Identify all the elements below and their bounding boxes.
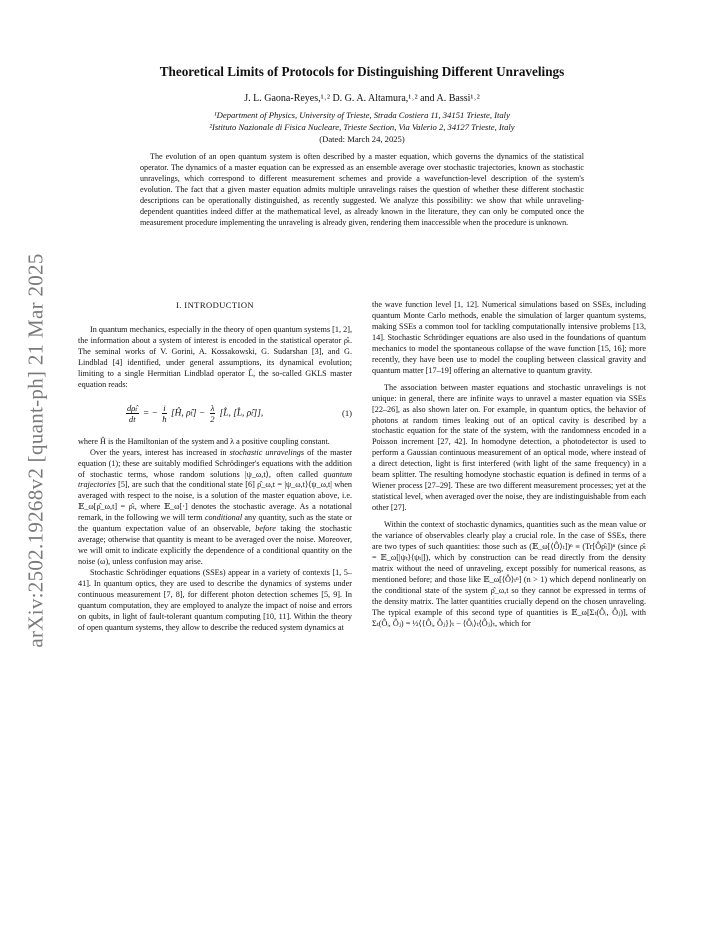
arxiv-identifier: arXiv:2502.19268v2 [quant-ph] 21 Mar 2025 (23, 252, 48, 648)
eq1-frac2-denominator: 2 (210, 414, 215, 425)
right-column (372, 300, 646, 630)
intro-paragraph-3 (78, 448, 352, 568)
eq1-frac1-denominator: ħ (162, 414, 167, 425)
eq1-lhs-denominator: dt (128, 414, 136, 425)
intro-paragraph-4: Stochastic Schrödinger equations (SSEs) appear in a variety of contexts [1, 5–41]. In quantum optics, they are used to describe the dynamics of systems under continuous measurement [7, 8], for different photon detection schemes [5, 9]. In quantum computation, they are employed to analyze the impact of noise and errors on qubits, in light of fault-tolerant quantum computing [10, 11]. Within the theory of open quantum systems, they allow to describe the reduced system dynamics at (78, 568, 352, 632)
intro-paragraph-1: In quantum mechanics, especially in the theory of open quantum systems [1, 2], the information about a system of interest is encoded in the statistical operator ρ̂ₜ. The seminal works of V. Gorini, A. Kossakowski, G. Sudarshan [3], and G. Lindblad [4] identified, under general assumptions, its dynamical evolution; limiting to a single Hermitian Lindblad operator L̂, the so-called GKLS master equation reads: (78, 324, 352, 389)
eq1-frac2-numerator: λ (210, 403, 215, 414)
right-paragraph-1: the wave function level [1, 12]. Numerical simulations based on SSEs, including quantum Monte Carlo methods, enable the simulation of larger quantum systems, making SSEs a common tool for tackling computationally intensive problems [13, 14]. Stochastic Schrödinger equations are also used in the foundations of quantum mechanics to model the spontaneous collapse of the wave function [15, 16]; more recently, they have been use to model the coupling between classical gravity and quantum matter [17–19] offering an alternative to quantum gravity. (372, 300, 646, 375)
eq1-lhs-numerator: dρ̂ₜ (127, 403, 138, 414)
p3-text-a: Over the years, interest has increased in (90, 447, 230, 457)
intro-paragraph-2: where Ĥ is the Hamiltonian of the system and λ a positive coupling constant. (78, 436, 330, 446)
affiliation-2: ²Istituto Nazionale di Fisica Nucleare, Trieste Section, Via Valerio 2, 34127 Trieste, Italy (209, 122, 515, 132)
abstract: The evolution of an open quantum system is often described by a master equation, which governs the dynamics of the statistical operator. The dynamics of a master equation can be expressed as an ensemble average over stochastic trajectories, known as stochastic unravelings, which correspond to different measurement schemes and provide a wavefunction-level description of the system's evolution. The fact that a given master equation admits multiple unravelings raises the question of whether these different stochastic descriptions can be operationally distinguished, as recently suggested. We analyze this possibility: we show that while unraveling-dependent quantities indeed differ at the mathematical level, as already known in the literature, they can only be computed once the measurement procedure implementing the unraveling is already given, rendering them inaccessible when the procedure is unknown. (140, 152, 584, 227)
p3-text-b: of the master equation (1); these are suitably modified Schrödinger's equations with the addition of stochastic terms, whose random solutions |ψ_ω,t⟩, often called (78, 447, 353, 479)
eq1-lhs-fraction (126, 403, 139, 424)
eq1-commutator-term: [Ĥ, ρ̂ₜ] − (170, 408, 206, 419)
right-paragraph-2: The association between master equations and stochastic unravelings is not unique: in general, there are infinite ways to unravel a master equation via SSEs [22–26], as also shown later on. For example, in quantum optics, the behavior of photons at random times leaking out of an optical cavity is described by a stochastic equation for the state of the system, with the randomness encoded in a Poisson increment [27, 42]. In homodyne detection, a photodetector is used to perform a Gaussian continuous measurement of an optical mode, where instead of a direct detection, light is first interfered (with light of the same frequency) in a beam splitter. The resulting homodyne stochastic equation is defined in terms of a Wiener process [27–29]. These are two different measurement processes; yet at the statistical level, when averaged over the noise, they are indistinguishable from each other [27]. (372, 382, 646, 513)
right-paragraph-3: Within the context of stochastic dynamics, quantities such as the mean value or the variance of observables clearly play a crucial role. In the case of SSEs, there are two types of such quantities: those such as (𝔼_ω[⟨Ô⟩ₜ])ⁿ ≡ (Tr[Ôρ̂ₜ])ⁿ (since ρ̂ₜ = 𝔼_ω[|ψₜ⟩⟨ψₜ|]), which by construction can be read directly from the density matrix without the need of unraveling, except possibly for numerical reasons, as mentioned before; and those like 𝔼_ω[⟨Ô⟩ₜⁿ] (n > 1) which depend nonlinearly on the conditional state of the system ρ̂_ω,t so they cannot be expressed in terms of the density matrix. The latter quantities crucially depend on the chosen unraveling. The typical example of this second type of quantities is 𝔼_ω[Σₜ(Ôᵢ, Ôⱼ)], with Σₜ(Ôᵢ, Ôⱼ) = ½⟨{Ôᵢ, Ôⱼ}⟩ₜ − ⟨Ôᵢ⟩ₜ⟨Ôⱼ⟩ₜ, which for (372, 520, 646, 628)
equation-1-number: (1) (341, 408, 352, 419)
left-column (78, 300, 352, 634)
equation-1 (78, 395, 352, 433)
p3-em-quantum-trajectories: quantum trajectories (78, 469, 352, 490)
author-list: J. L. Gaona-Reyes,¹˒² D. G. A. Altamura,¹˒² and A. Bassi¹˒² (244, 93, 480, 104)
affiliation-1: ¹Department of Physics, University of Trieste, Strada Costiera 11, 34151 Trieste, Italy (214, 110, 510, 120)
eq1-frac1-numerator: i (163, 403, 166, 414)
p3-text-d: any quantity, such as the state or the quantum expectation value of an observable, (78, 513, 353, 534)
equation-1-body (124, 403, 263, 424)
dated-line: (Dated: March 24, 2025) (319, 134, 405, 144)
p3-em-before: before (255, 524, 276, 534)
p3-text-c: [5], are such that the conditional state [6] ρ̂_ω,t = |ψ_ω,t⟩⟨ψ_ω,t| when averaged with respect to the noise, is a solution of the master equation above, i.e. 𝔼_ω[ρ̂_ω,t] = ρ̂ₜ, where 𝔼_ω[·] denotes the stochastic average. As a notational remark, in the following we will term (78, 480, 352, 523)
eq1-frac-lambda-half (210, 403, 216, 424)
section-heading-introduction: I. INTRODUCTION (175, 300, 255, 310)
eq1-equals: = − (142, 408, 158, 419)
eq1-frac-i-hbar (162, 403, 166, 424)
arxiv-stamp (16, 230, 56, 670)
p3-em-stochastic-unravelings: stochastic unravelings (229, 447, 305, 457)
p3-em-conditional: conditional (204, 513, 243, 523)
p3-text-e: taking the stochastic average; otherwise that quantity is meant to be averaged over the noise. Moreover, we will omit to indicate explicitly the dependence of a conditional quantity on the noise (ω), unless confusion may arise. (78, 524, 352, 567)
paper-title: Theoretical Limits of Protocols for Distinguishing Different Unravelings (159, 64, 565, 79)
eq1-double-commutator-term: [L̂, [L̂, ρ̂ₜ]], (219, 408, 264, 419)
